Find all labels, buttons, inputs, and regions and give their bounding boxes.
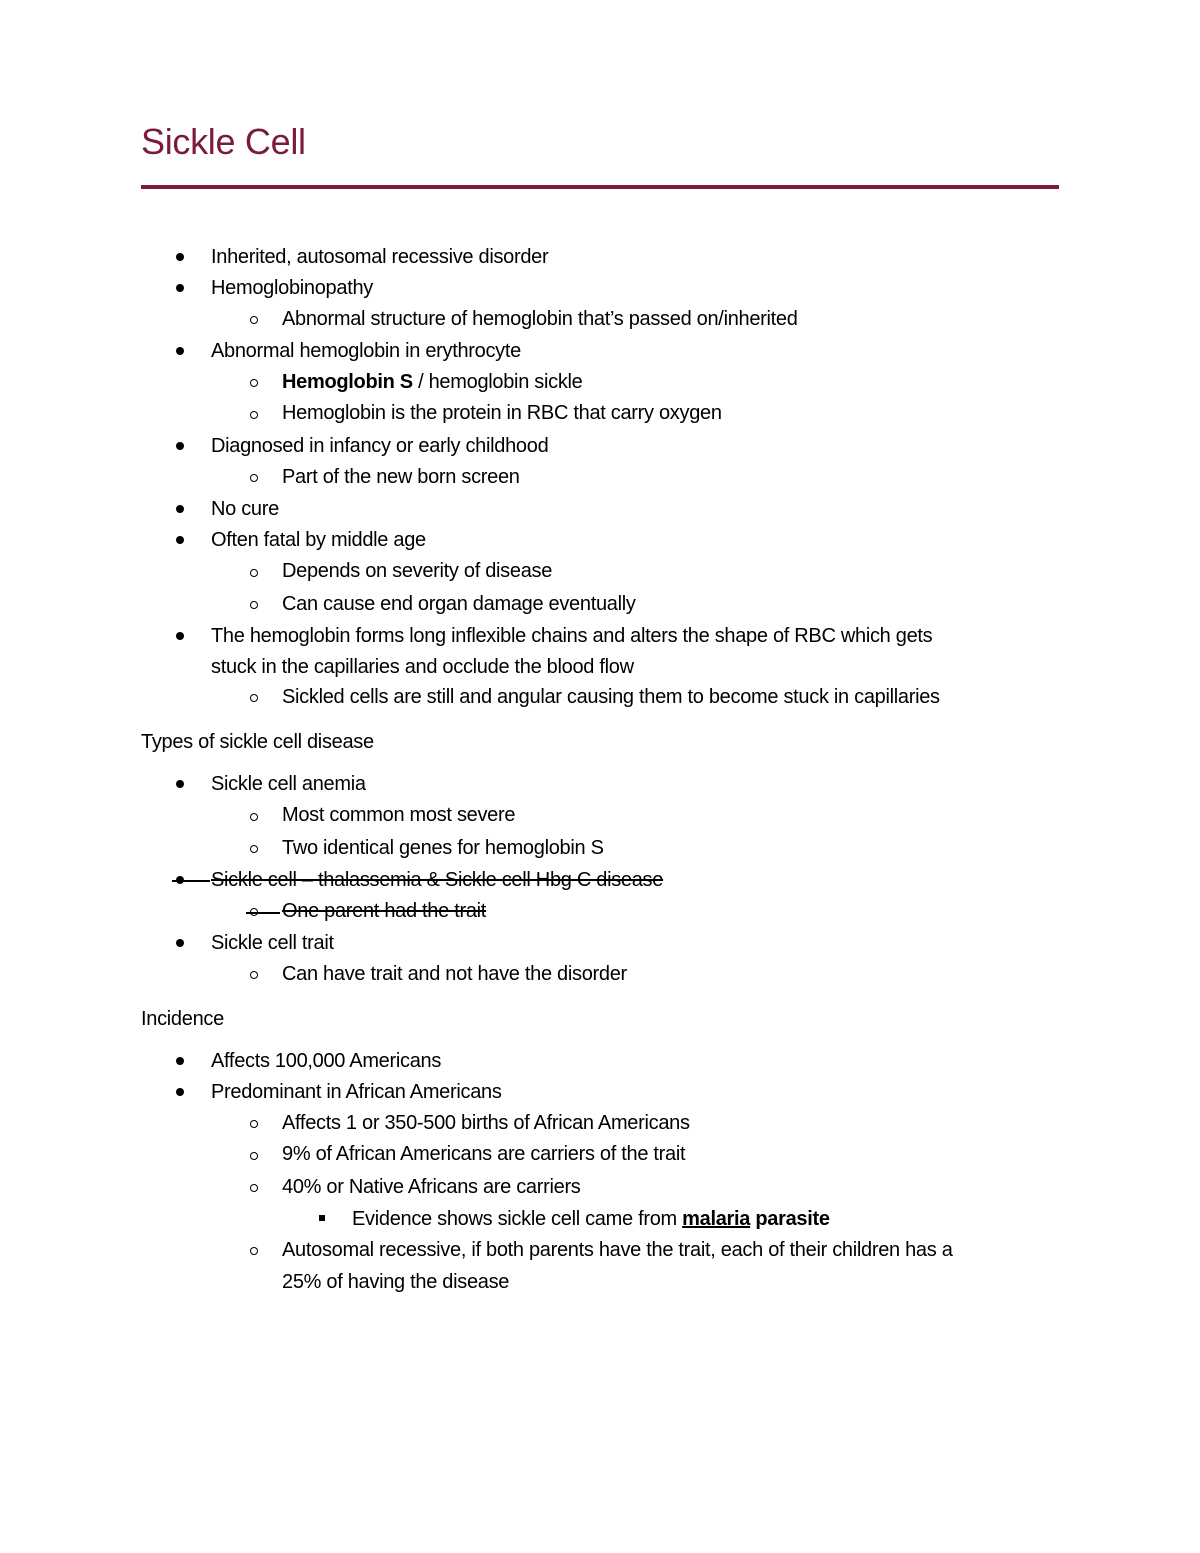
list-item: Often fatal by middle age xyxy=(211,529,426,551)
bullet-circle-icon xyxy=(250,379,258,387)
bullet-disc-icon xyxy=(176,347,184,355)
bullet-disc-icon xyxy=(176,284,184,292)
strikethrough-mark xyxy=(246,912,280,914)
bullet-disc-icon xyxy=(176,1088,184,1096)
sub-list-item: Can have trait and not have the disorder xyxy=(282,963,627,985)
sub-list-item: Depends on severity of disease xyxy=(282,560,553,582)
sub-list-item-continuation: 25% of having the disease xyxy=(282,1271,510,1293)
list-item: Predominant in African Americans xyxy=(211,1081,502,1103)
bullet-circle-icon xyxy=(250,411,258,419)
bullet-circle-icon xyxy=(250,1152,258,1160)
bullet-disc-icon xyxy=(176,780,184,788)
bullet-disc-icon xyxy=(176,505,184,513)
bullet-circle-icon xyxy=(250,845,258,853)
sub-list-item: Part of the new born screen xyxy=(282,466,520,488)
bullet-disc-icon xyxy=(176,939,184,947)
bullet-disc-icon xyxy=(176,253,184,261)
evidence-text: Evidence shows sickle cell came from xyxy=(352,1208,683,1230)
sub-list-item-struck: One parent had the trait xyxy=(282,900,487,922)
bullet-circle-icon xyxy=(250,601,258,609)
bold-term: Hemoglobin S xyxy=(282,371,413,393)
title-divider xyxy=(141,185,1059,189)
malaria-term: malaria xyxy=(682,1208,751,1230)
bullet-circle-icon xyxy=(250,694,258,702)
sub-list-item: 40% or Native Africans are carriers xyxy=(282,1176,581,1198)
sub-list-item: Two identical genes for hemoglobin S xyxy=(282,837,604,859)
list-item: Abnormal hemoglobin in erythrocyte xyxy=(211,340,521,362)
sub-list-item: 9% of African Americans are carriers of the trait xyxy=(282,1143,686,1165)
list-item: Hemoglobinopathy xyxy=(211,277,373,299)
list-item: Sickle cell trait xyxy=(211,932,334,954)
sub-sub-list-item xyxy=(352,1205,830,1233)
bullet-disc-icon xyxy=(176,536,184,544)
bullet-circle-icon xyxy=(250,1184,258,1192)
bullet-circle-icon xyxy=(250,1120,258,1128)
list-item: The hemoglobin forms long inflexible chains and alters the shape of RBC which gets xyxy=(211,625,933,647)
parasite-term: parasite xyxy=(750,1208,830,1230)
section-heading-incidence: Incidence xyxy=(141,1008,224,1030)
list-item: Affects 100,000 Americans xyxy=(211,1050,442,1072)
sub-list-item: Autosomal recessive, if both parents have the trait, each of their children has a xyxy=(282,1239,953,1261)
sub-list-item: Abnormal structure of hemoglobin that’s passed on/inherited xyxy=(282,308,798,330)
sub-list-item: Affects 1 or 350-500 births of African Americans xyxy=(282,1112,690,1134)
bullet-circle-icon xyxy=(250,1247,258,1255)
term-rest: / hemoglobin sickle xyxy=(412,371,583,393)
bullet-circle-icon xyxy=(250,569,258,577)
list-item: Sickle cell anemia xyxy=(211,773,366,795)
list-item: Diagnosed in infancy or early childhood xyxy=(211,435,549,457)
bullet-disc-icon xyxy=(176,632,184,640)
sub-list-item: Sickled cells are still and angular causing them to become stuck in capillaries xyxy=(282,686,940,708)
sub-list-item: Can cause end organ damage eventually xyxy=(282,593,636,615)
sub-list-item: Most common most severe xyxy=(282,804,516,826)
bullet-square-icon xyxy=(319,1215,325,1221)
strikethrough-mark xyxy=(172,880,210,882)
list-item: Inherited, autosomal recessive disorder xyxy=(211,246,549,268)
list-item-continuation: stuck in the capillaries and occlude the blood flow xyxy=(211,656,634,678)
bullet-circle-icon xyxy=(250,971,258,979)
bullet-circle-icon xyxy=(250,813,258,821)
bullet-disc-icon xyxy=(176,442,184,450)
list-item-struck: Sickle cell – thalassemia & Sickle cell Hbg C disease xyxy=(211,869,664,891)
bullet-circle-icon xyxy=(250,316,258,324)
section-heading-types: Types of sickle cell disease xyxy=(141,731,374,753)
bullet-circle-icon xyxy=(250,474,258,482)
sub-list-item xyxy=(282,368,583,396)
bullet-disc-icon xyxy=(176,1057,184,1065)
list-item: No cure xyxy=(211,498,279,520)
page-title: Sickle Cell xyxy=(141,121,306,162)
sub-list-item: Hemoglobin is the protein in RBC that carry oxygen xyxy=(282,402,722,424)
